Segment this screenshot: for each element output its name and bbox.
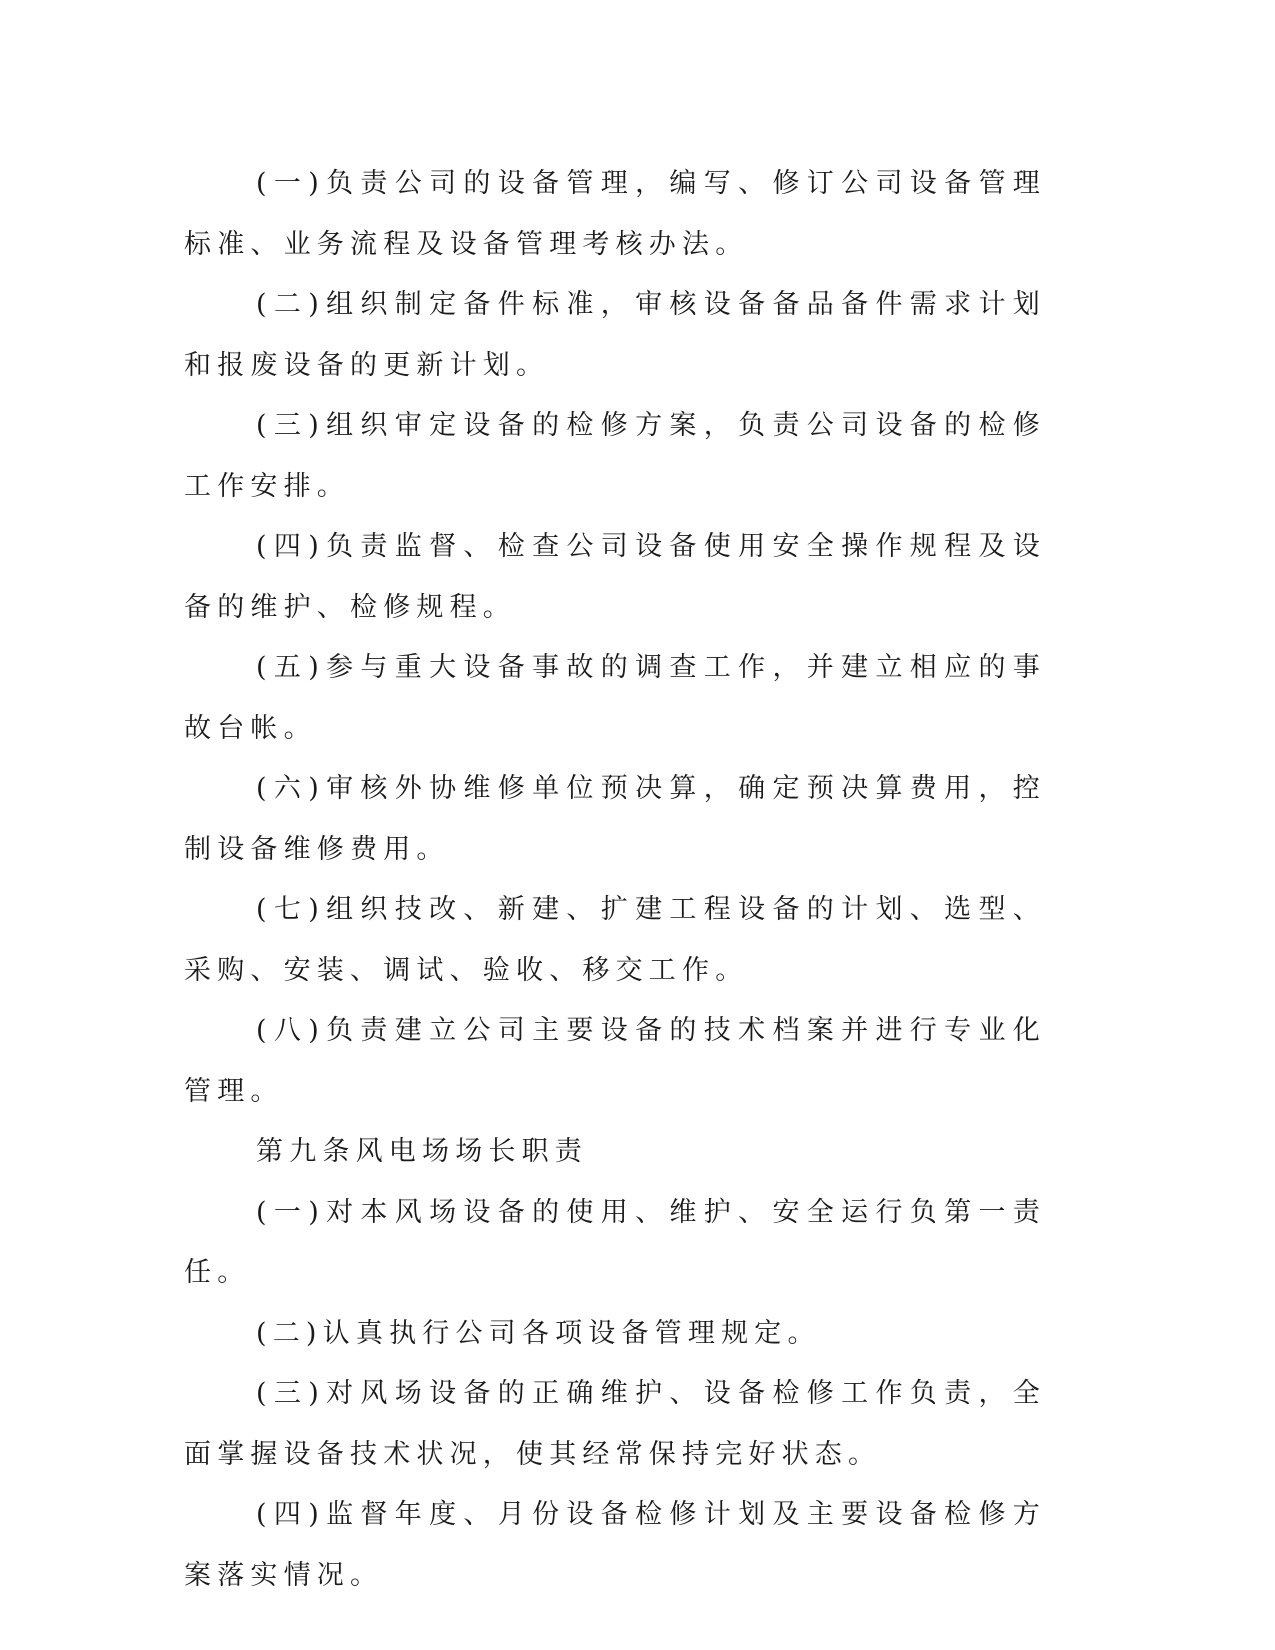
duty-item-6: (六)审核外协维修单位预决算，确定预决算费用，控制设备维修费用。 bbox=[184, 773, 1046, 865]
duty-item-1: (一)负责公司的设备管理，编写、修订公司设备管理标准、业务流程及设备管理考核办法。 bbox=[184, 168, 1046, 260]
duty-item-3: (三)组织审定设备的检修方案，负责公司设备的检修工作安排。 bbox=[184, 410, 1046, 502]
article-9-heading: 第九条风电场场长职责 bbox=[256, 1136, 588, 1167]
duty-item-8: (八)负责建立公司主要设备的技术档案并进行专业化管理。 bbox=[184, 1015, 1046, 1107]
manager-duty-item-3: (三)对风场设备的正确维护、设备检修工作负责，全面掌握设备技术状况，使其经常保持完好状态。 bbox=[184, 1378, 1046, 1470]
duty-item-2: (二)组织制定备件标准，审核设备备品备件需求计划和报废设备的更新计划。 bbox=[184, 289, 1046, 381]
duty-item-4: (四)负责监督、检查公司设备使用安全操作规程及设备的维护、检修规程。 bbox=[184, 531, 1046, 623]
duty-item-5: (五)参与重大设备事故的调查工作，并建立相应的事故台帐。 bbox=[184, 652, 1046, 744]
manager-duty-item-1: (一)对本风场设备的使用、维护、安全运行负第一责任。 bbox=[184, 1196, 1046, 1288]
document-body bbox=[184, 154, 1046, 1606]
manager-duty-item-2: (二)认真执行公司各项设备管理规定。 bbox=[256, 1317, 821, 1349]
duty-item-7: (七)组织技改、新建、扩建工程设备的计划、选型、采购、安装、调试、验收、移交工作。 bbox=[184, 894, 1046, 986]
manager-duty-item-4: (四)监督年度、月份设备检修计划及主要设备检修方案落实情况。 bbox=[184, 1499, 1046, 1591]
